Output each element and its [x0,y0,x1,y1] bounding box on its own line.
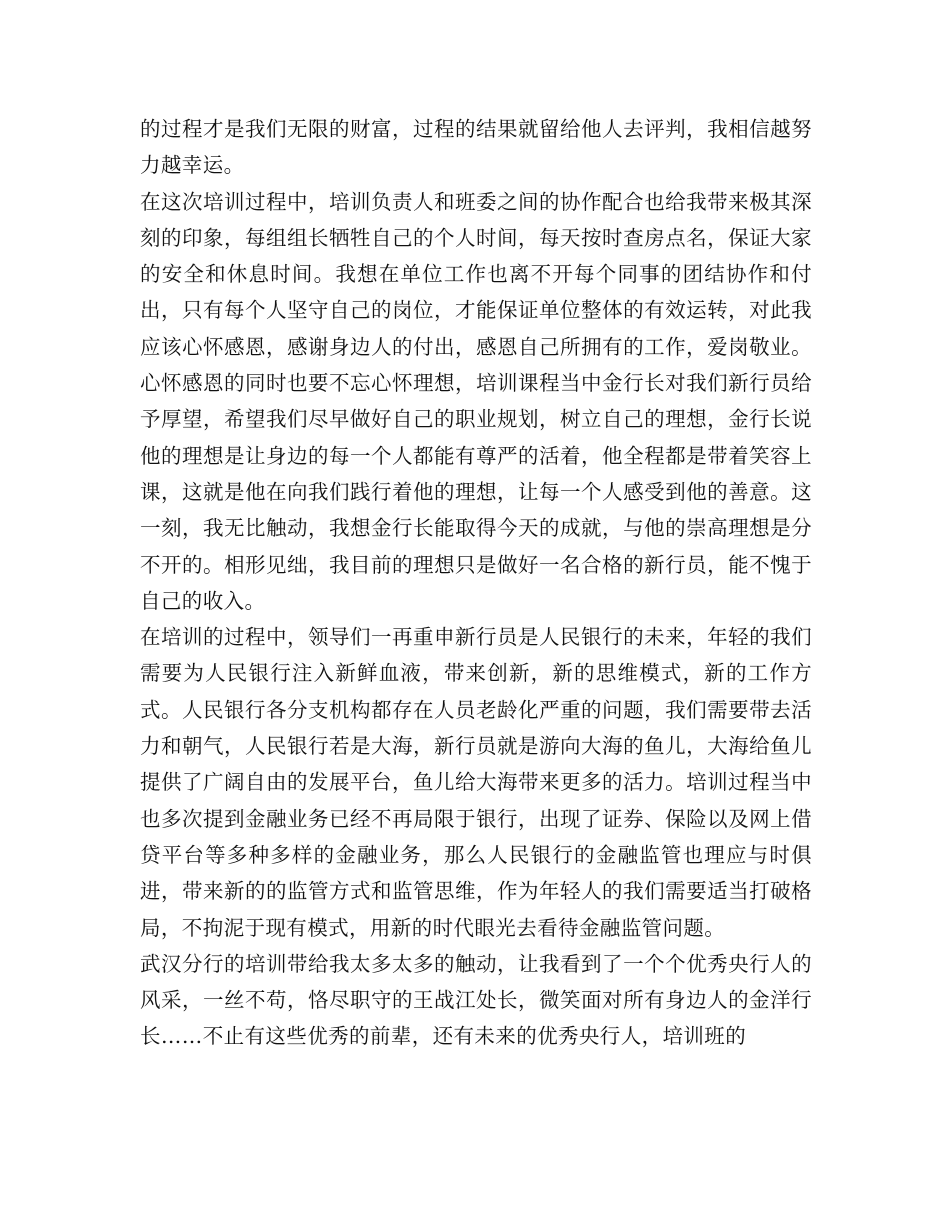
paragraph-4: 武汉分行的培训带给我太多太多的触动，让我看到了一个个优秀央行人的风采，一丝不苟，恪尽职守的王战江处长，微笑面对所有身边人的金洋行长……不止有这些优秀的前辈，还有未来的优秀央行人，培训班的 [140,951,812,1049]
paragraph-3: 在培训的过程中，领导们一再重申新行员是人民银行的未来，年轻的我们需要为人民银行注入新鲜血液，带来创新，新的思维模式，新的工作方式。人民银行各分支机构都存在人员老龄化严重的问题，我们需要带去活力和朝气，人民银行若是大海，新行员就是游向大海的鱼儿，大海给鱼儿提供了广阔自由的发展平台，鱼儿给大海带来更多的活力。培训过程当中也多次提到金融业务已经不再局限于银行，出现了证券、保险以及网上借贷平台等多种多样的金融业务，那么人民银行的金融监管也理应与时俱进，带来新的的监管方式和监管思维，作为年轻人的我们需要适当打破格局，不拘泥于现有模式，用新的时代眼光去看待金融监管问题。 [140,625,812,940]
document-body [140,111,812,1055]
paragraph-1: 的过程才是我们无限的财富，过程的结果就留给他人去评判，我相信越努力越幸运。 [140,117,812,178]
paragraph-2: 在这次培训过程中，培训负责人和班委之间的协作配合也给我带来极其深刻的印象，每组组长牺牲自己的个人时间，每天按时查房点名，保证大家的安全和休息时间。我想在单位工作也离不开每个同事的团结协作和付出，只有每个人坚守自己的岗位，才能保证单位整体的有效运转，对此我应该心怀感恩，感谢身边人的付出，感恩自己所拥有的工作，爱岗敬业。心怀感恩的同时也要不忘心怀理想，培训课程当中金行长对我们新行员给予厚望，希望我们尽早做好自己的职业规划，树立自己的理想，金行长说他的理想是让身边的每一个人都能有尊严的活着，他全程都是带着笑容上课，这就是他在向我们践行着他的理想，让每一个人感受到他的善意。这一刻，我无比触动，我想金行长能取得今天的成就，与他的崇高理想是分不开的。相形见绌，我目前的理想只是做好一名合格的新行员，能不愧于自己的收入。 [140,189,812,613]
